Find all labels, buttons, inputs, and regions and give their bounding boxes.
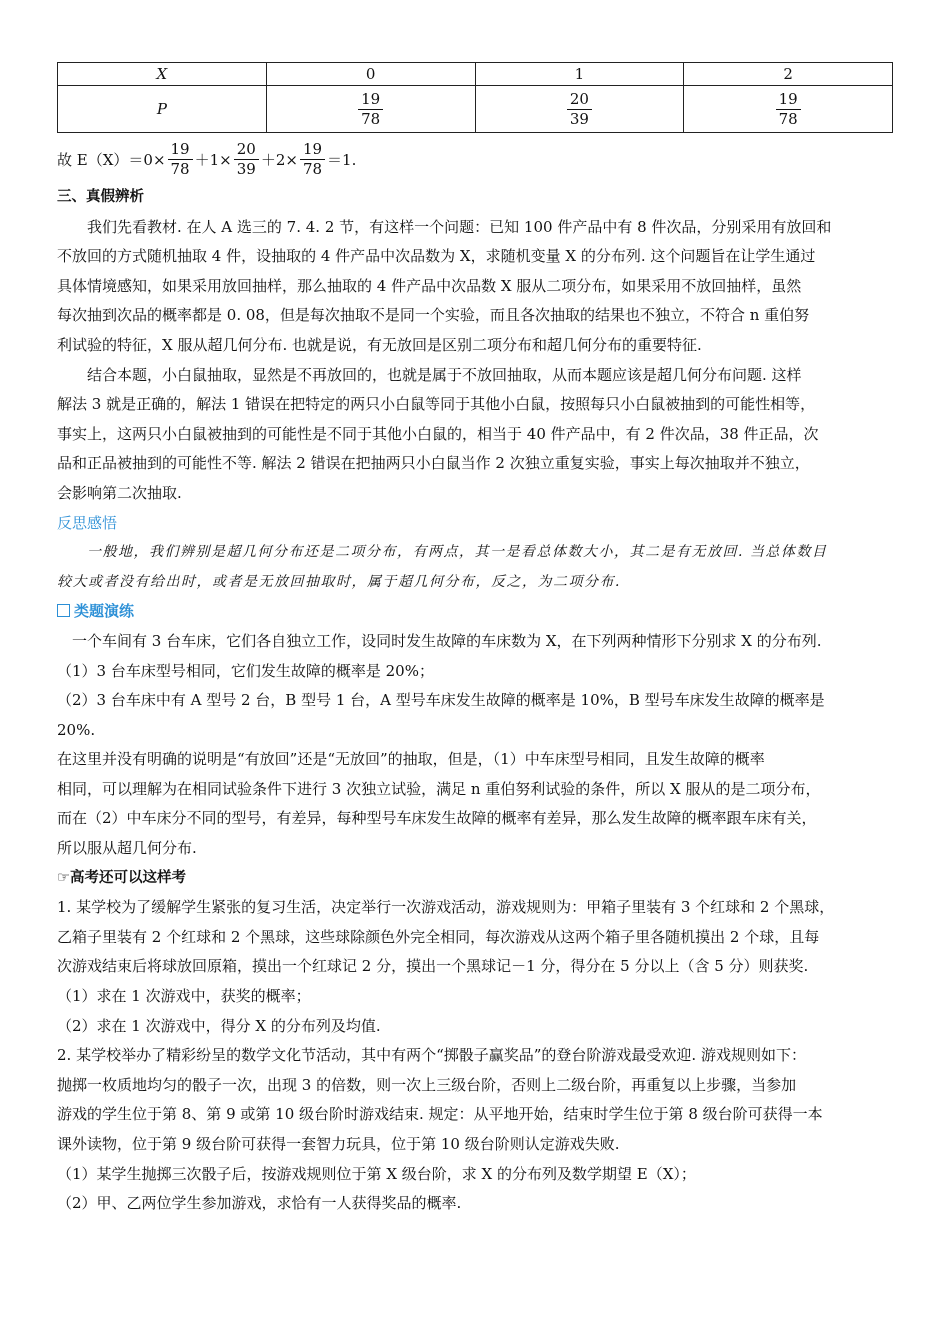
text-line: 一个车间有 3 台车床，它们各自独立工作，设同时发生故障的车床数为 X，在下列两种情形下分别求 X 的分布列. (72, 631, 822, 650)
table-cell (475, 86, 684, 133)
section-title: 三、真假辨析 (57, 189, 144, 205)
fraction: $\frac{19}{78}$ (168, 141, 193, 178)
analysis-paragraph-2 (57, 361, 893, 509)
text-line: 课外读物，位于第 9 级台阶可获得一套智力玩具，位于第 10 级台阶则认定游戏失败. (57, 1135, 620, 1153)
text-line: （1）某学生抛掷三次骰子后，按游戏规则位于第 X 级台阶，求 X 的分布列及数学期望 E（X）； (57, 1164, 696, 1183)
text-line: 结合本题，小白鼠抽取，显然是不再放回的，也就是属于不放回抽取，从而本题应该是超几何分布问题. 这样 (87, 365, 802, 384)
table-cell: X (58, 63, 267, 86)
table-cell: 1 (475, 63, 684, 86)
text-line: 而在（2）中车床分不同的型号，有差异，每种型号车床发生故障的概率有差异，那么发生故障的概率跟车床有关， (57, 809, 817, 828)
table-cell (266, 86, 475, 133)
text-line: 一般地，我们辨别是超几何分布还是二项分布，有两点，其一是看总体数大小，其二是有无放回. 当总体数目 (87, 544, 828, 561)
text-line: 1. 某学校为了缓解学生紧张的复习生活，决定举行一次游戏活动，游戏规则为：甲箱子里装有 3 个红球和 2 个黑球， (57, 898, 835, 917)
distribution-table (57, 62, 893, 133)
text-line: 20%. (57, 720, 96, 739)
table-cell: P (58, 86, 267, 133)
fraction: $\frac{20}{39}$ (234, 141, 259, 178)
table-row (58, 86, 893, 133)
fraction: $\frac{20}{39}$ (567, 91, 592, 128)
question-1 (57, 893, 893, 1041)
text-line: 在这里并没有明确的说明是“有放回”还是“无放回”的抽取，但是，（1）中车床型号相同，且发生故障的概率 (57, 750, 765, 769)
text-line: 我们先看教材. 在人 A 选三的 7. 4. 2 节，有这样一个问题：已知 100 件产品中有 8 件次品，分别采用有放回和 (87, 217, 832, 236)
text-line: 事实上，这两只小白鼠被抽到的可能性是不同于其他小白鼠的，相当于 40 件产品中，有 2 件次品，38 件正品，次 (57, 424, 819, 443)
reflection-title: 反思感悟 (57, 513, 118, 532)
text-line: 利试验的特征，X 服从超几何分布. 也就是说，有无放回是区别二项分布和超几何分布的重要特征. (57, 335, 702, 354)
text-line: （1）3 台车床型号相同，它们发生故障的概率是 20%； (57, 661, 434, 680)
text-line: 不放回的方式随机抽取 4 件，设抽取的 4 件产品中次品数为 X，求随机变量 X 的分布列. 这个问题旨在让学生通过 (57, 247, 816, 266)
table-cell: 0 (266, 63, 475, 86)
text-line: 具体情境感知，如果采用放回抽样，那么抽取的 4 件产品中次品数 X 服从二项分布，如果采用不放回抽样，虽然 (57, 276, 802, 295)
practice-title: 类题演练 (57, 597, 893, 627)
text-line: 品和正品被抽到的可能性不等. 解法 2 错误在把抽两只小白鼠当作 2 次独立重复实验，事实上每次抽取并不独立， (57, 454, 810, 473)
text-line: 所以服从超几何分布. (57, 839, 197, 858)
text-line: （2）求在 1 次游戏中，得分 X 的分布列及均值. (57, 1016, 381, 1035)
expectation-formula: 故 E（X）＝0× $\frac{19}{78}$ ＋1× $\frac{20}{39}$ ＋2× $\frac{19}{78}$ ＝1. (57, 139, 357, 178)
text-line: （2）甲、乙两位学生参加游戏，求恰有一人获得奖品的概率. (57, 1194, 462, 1213)
table-header-row (58, 63, 893, 86)
text-line: 次游戏结束后将球放回原箱，摸出一个红球记 2 分，摸出一个黑球记－1 分，得分在 5 分以上（含 5 分）则获奖. (57, 957, 809, 976)
fraction: $\frac{19}{78}$ (300, 141, 325, 178)
text-line: 2. 某学校举办了精彩纷呈的数学文化节活动，其中有两个“掷骰子赢奖品”的登台阶游戏最受欢迎. 游戏规则如下： (57, 1046, 806, 1065)
document-page (57, 62, 893, 1219)
text-line: 相同，可以理解为在相同试验条件下进行 3 次独立试验，满足 n 重伯努利试验的条件，所以 X 服从的是二项分布， (57, 779, 821, 798)
question-2 (57, 1041, 893, 1219)
exam-section-title: ☞高考还可以这样考 (57, 869, 186, 886)
text-line: 会影响第二次抽取. (57, 483, 182, 502)
fraction: $\frac{19}{78}$ (358, 91, 383, 128)
checkbox-square-icon (57, 604, 70, 617)
text-line: （2）3 台车床中有 A 型号 2 台，B 型号 1 台，A 型号车床发生故障的概率是 10%，B 型号车床发生故障的概率是 (57, 691, 825, 710)
text-line: （1）求在 1 次游戏中，获奖的概率； (57, 987, 311, 1006)
text-line: 每次抽到次品的概率都是 0. 08，但是每次抽取不是同一个实验，而且各次抽取的结果也不独立，不符合 n 重伯努 (57, 306, 810, 325)
text-line: 解法 3 就是正确的，解法 1 错误在把特定的两只小白鼠等同于其他小白鼠，按照每只小白鼠被抽到的可能性相等， (57, 395, 816, 414)
fraction: $\frac{19}{78}$ (776, 91, 801, 128)
text-line: 抛掷一枚质地均匀的骰子一次，出现 3 的倍数，则一次上三级台阶，否则上二级台阶，再重复以上步骤，当参加 (57, 1075, 797, 1094)
text-line: 较大或者没有给出时，或者是无放回抽取时，属于超几何分布，反之，为二项分布. (57, 573, 621, 590)
table-cell (684, 86, 893, 133)
text-line: 乙箱子里装有 2 个红球和 2 个黑球，这些球除颜色外完全相同，每次游戏从这两个箱子里各随机摸出 2 个球，且每 (57, 927, 820, 946)
text-line: 游戏的学生位于第 8、第 9 或第 10 级台阶时游戏结束. 规定：从平地开始，结束时学生位于第 8 级台阶可获得一本 (57, 1105, 823, 1124)
table-cell: 2 (684, 63, 893, 86)
analysis-paragraph-1 (57, 213, 893, 361)
reflection-paragraph (57, 538, 893, 597)
practice-section (57, 627, 893, 864)
